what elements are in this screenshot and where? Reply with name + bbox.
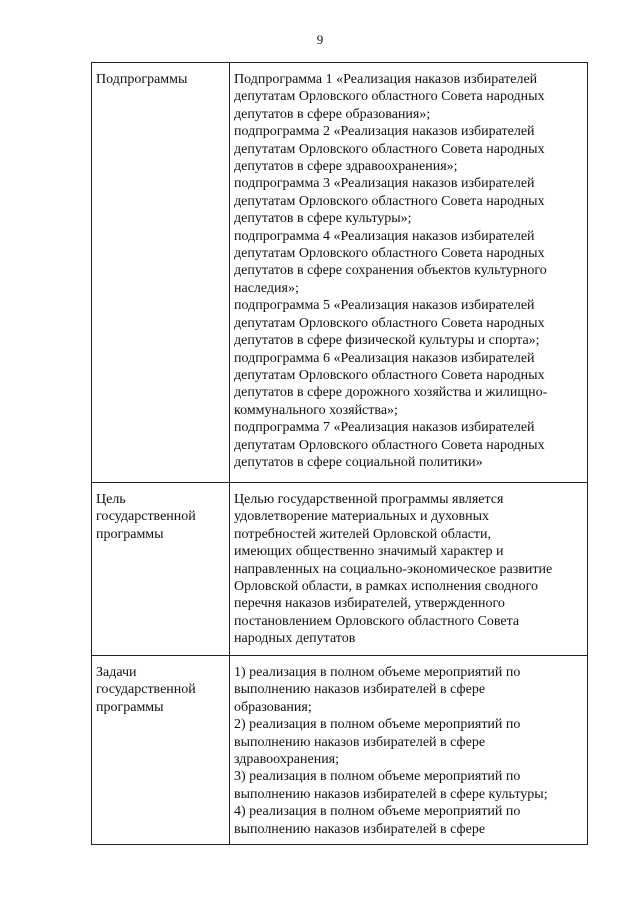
table-row-subprograms (92, 63, 588, 483)
content-line: потребностей жителей Орловской области, (234, 526, 492, 542)
content-line: выполнению наказов избирателей в сфере (234, 682, 486, 698)
content-line: депутатов в сфере дорожного хозяйства и жилищно- (234, 385, 548, 401)
content-line: депутатов в сфере образования»; (234, 106, 431, 122)
table-row-goal (92, 483, 588, 656)
content-line: перечня наказов избирателей, утвержденного (234, 596, 505, 612)
page-number: 9 (316, 32, 324, 47)
content-line: подпрограмма 4 «Реализация наказов избирателей (234, 228, 535, 244)
label-line: Задачи (96, 665, 137, 680)
content-line: здравоохранения; (234, 752, 340, 768)
label-line: программы (96, 699, 164, 715)
label-line: Цель (96, 492, 126, 507)
label-line: программы (96, 526, 164, 542)
content-line: подпрограмма 6 «Реализация наказов избирателей (234, 350, 535, 366)
content-line: депутатам Орловского областного Совета народных (234, 315, 545, 331)
content-line: Целью государственной программы является (234, 492, 504, 507)
content-line: выполнению наказов избирателей в сфере (234, 734, 486, 750)
content-line: подпрограмма 7 «Реализация наказов избирателей (234, 420, 535, 436)
content-line: коммунального хозяйства»; (234, 402, 398, 418)
content-line: депутатов в сфере культуры»; (234, 211, 412, 227)
content-line: наследия»; (234, 280, 299, 296)
content-line: подпрограмма 3 «Реализация наказов избирателей (234, 176, 535, 192)
content-line: депутатов в сфере сохранения объектов культурного (234, 263, 547, 279)
label-line: Подпрограммы (96, 72, 188, 87)
content-line: Орловской области, в рамках исполнения сводного (234, 579, 538, 595)
content-line: подпрограмма 2 «Реализация наказов избирателей (234, 124, 535, 140)
content-line: депутатов в сфере здравоохранения»; (234, 159, 458, 175)
content-line: депутатам Орловского областного Совета народных (234, 89, 545, 105)
content-line: выполнению наказов избирателей в сфере культуры; (234, 786, 548, 802)
content-line: 3) реализация в полном объеме мероприятий по (234, 769, 521, 785)
row-label-tasks (92, 656, 230, 845)
content-line: имеющих общественно значимый характер и (234, 544, 504, 560)
content-line: депутатов в сфере физической культуры и спорта»; (234, 333, 540, 349)
content-line: депутатам Орловского областного Совета народных (234, 367, 545, 383)
content-line: 1) реализация в полном объеме мероприятий по (234, 665, 521, 680)
content-line: 2) реализация в полном объеме мероприятий по (234, 717, 521, 733)
content-line: 4) реализация в полном объеме мероприятий по (234, 804, 521, 820)
content-line: депутатам Орловского областного Совета народных (234, 141, 545, 157)
label-line: государственной (96, 509, 196, 525)
content-line: депутатов в сфере социальной политики» (234, 454, 483, 470)
content-line: депутатам Орловского областного Совета народных (234, 193, 545, 209)
content-line: выполнению наказов избирателей в сфере (234, 821, 486, 837)
content-line: направленных на социально-экономическое развитие (234, 561, 553, 577)
content-line: удовлетворение материальных и духовных (234, 509, 490, 525)
content-line: образования; (234, 699, 312, 715)
row-content-goal (230, 483, 588, 656)
content-line: депутатам Орловского областного Совета народных (234, 246, 545, 262)
content-line: постановлением Орловского областного Совета (234, 613, 520, 629)
content-line: Подпрограмма 1 «Реализация наказов избирателей (234, 72, 538, 87)
table-row-tasks (92, 656, 588, 845)
row-content-subprograms (230, 63, 588, 483)
program-passport-table (91, 62, 588, 845)
row-label-goal (92, 483, 230, 656)
label-line: государственной (96, 682, 196, 698)
row-label-subprograms (92, 63, 230, 483)
row-content-tasks (230, 656, 588, 845)
content-line: народных депутатов (234, 631, 356, 647)
content-line: депутатам Орловского областного Совета народных (234, 437, 545, 453)
content-line: подпрограмма 5 «Реализация наказов избирателей (234, 298, 535, 314)
